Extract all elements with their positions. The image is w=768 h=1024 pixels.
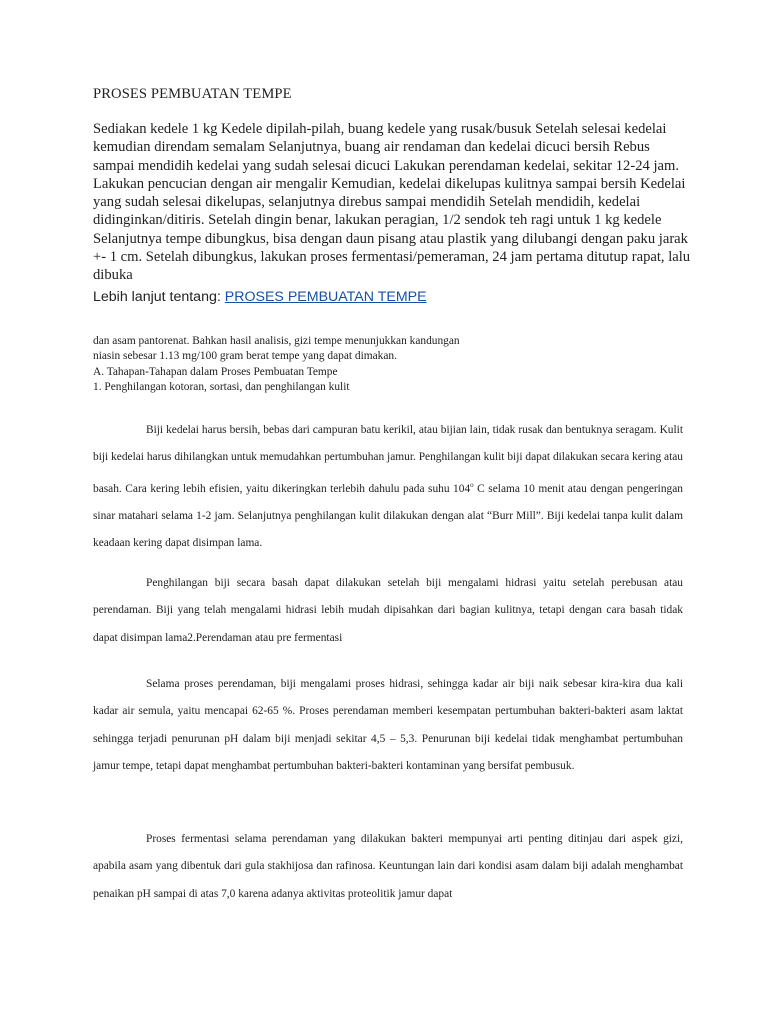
paragraph-text: Biji kedelai harus bersih, bebas dari campuran batu kerikil, atau bijian lain, tidak rusak dan bentuknya seragam. Kulit biji kedelai harus dihilangkan untuk memudahkan pertumbuhan jamur. Penghilangan kulit biji dapat dilakukan secara kering atau basah. Cara kering lebih efisien, yaitu dikeringkan terlebih dahulu pada suhu 104 (93, 424, 683, 495)
related-article-link[interactable]: PROSES PEMBUATAN TEMPE (224, 289, 427, 305)
paragraph-text-continued: C selama 10 menit atau dengan pengeringan sinar matahari selama 1-2 jam. Selanjutnya penghilangan kulit dilakukan dengan alat “Burr Mill”. Biji kedelai tanpa kulit dalam keadaan kering dapat disimpan lama. (93, 482, 683, 549)
body-paragraph-4 (93, 826, 683, 908)
excerpt-block (93, 334, 460, 395)
related-link-line (93, 289, 427, 305)
excerpt-line: dan asam pantorenat. Bahkan hasil analisis, gizi tempe menunjukkan kandungan (93, 335, 460, 347)
body-paragraph-1 (93, 417, 683, 557)
paragraph-text: Selama proses perendaman, biji mengalami proses hidrasi, sehingga kadar air biji naik sebesar kira-kira dua kali kadar air semula, yaitu mencapai 62-65 %. Proses perendaman memberi kesempatan pertumbuhan bakteri-bakteri asam laktat sehingga terjadi penurunan pH dalam biji menjadi sekitar 4,5 – 5,3. Penurunan biji kedelai tidak menghambat pertumbuhan jamur tempe, tetapi dapat menghambat pertumbuhan bakteri-bakteri kontaminan yang bersifat pembusuk. (93, 678, 683, 772)
paragraph-text: Proses fermentasi selama perendaman yang dilakukan bakteri mempunyai arti penting ditinjau dari aspek gizi, apabila asam yang dibentuk dari gula stakhijosa dan rafinosa. Keuntungan lain dari kondisi asam dalam biji adalah menghambat penaikan pH sampai di atas 7,0 karena adanya aktivitas proteolitik jamur dapat (93, 833, 683, 900)
document-title: PROSES PEMBUATAN TEMPE (93, 86, 292, 102)
paragraph-text: Penghilangan biji secara basah dapat dilakukan setelah biji mengalami hidrasi yaitu setelah perebusan atau perendaman. Biji yang telah mengalami hidrasi lebih mudah dipisahkan dari bagian kulitnya, tetapi dengan cara basah tidak dapat disimpan lama2.Perendaman atau pre fermentasi (93, 577, 683, 644)
degree-mark: o (470, 480, 474, 489)
intro-paragraph: Sediakan kedele 1 kg Kedele dipilah-pilah, buang kedele yang rusak/busuk Setelah selesai kedelai kemudian direndam semalam Selanjutnya, buang air rendaman dan kedelai dicuci bersih Rebus sampai mendidih kedelai yang sudah selesai dicuci Lakukan perendaman kedelai, sekitar 12-24 jam. Lakukan pencucian dengan air mengalir Kemudian, kedelai dikelupas kulitnya sampai bersih Kedelai yang sudah selesai dikelupas, selanjutnya direbus sampai mendidih Setelah mendidih, kedelai didinginkan/ditiris. Setelah dingin benar, lakukan peragian, 1/2 sendok teh ragi untuk 1 kg kedele Selanjutnya tempe dibungkus, bisa dengan daun pisang atau plastik yang dilubangi dengan paku jarak +- 1 cm. Setelah dibungkus, lakukan proses fermentasi/pemeraman, 24 jam pertama ditutup rapat, lalu dibuka (93, 121, 691, 284)
related-label: Lebih lanjut tentang: (93, 289, 221, 305)
section-heading: A. Tahapan-Tahapan dalam Proses Pembuatan Tempe (93, 365, 338, 378)
subsection-heading: 1. Penghilangan kotoran, sortasi, dan penghilangan kulit (93, 380, 350, 393)
body-paragraph-2 (93, 570, 683, 652)
body-paragraph-3 (93, 671, 683, 780)
excerpt-line: niasin sebesar 1.13 mg/100 gram berat tempe yang dapat dimakan. (93, 350, 397, 363)
